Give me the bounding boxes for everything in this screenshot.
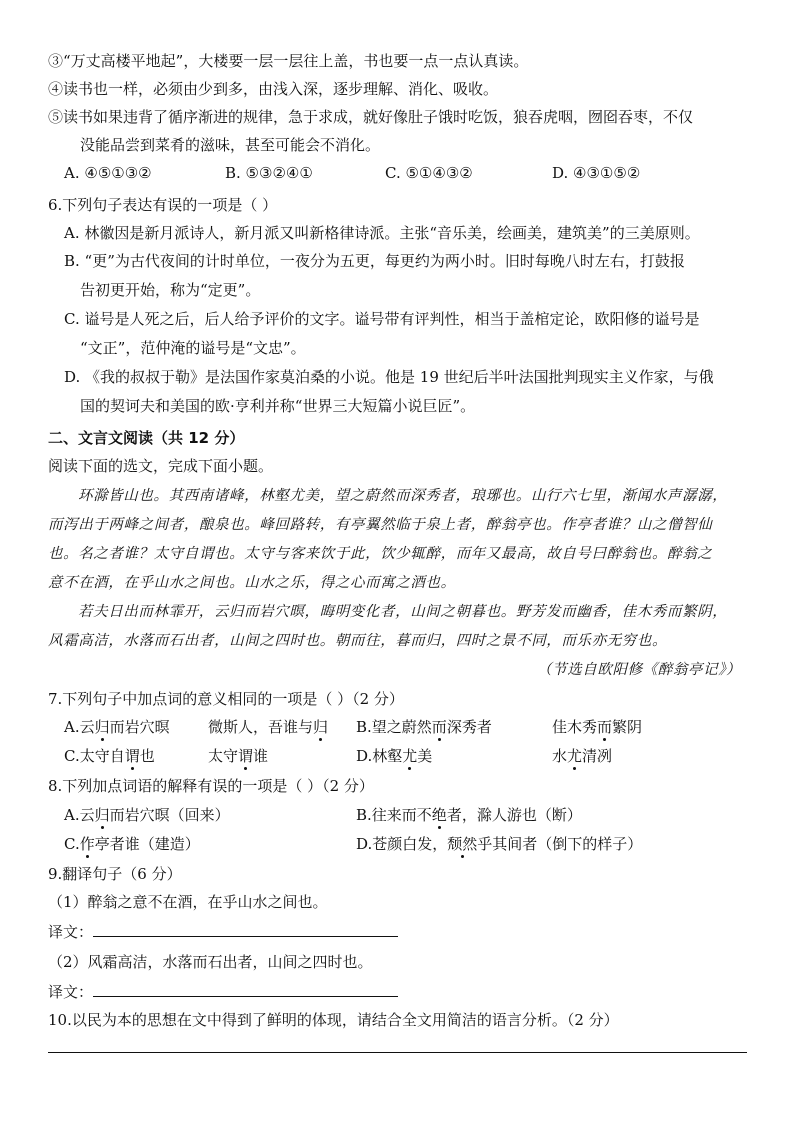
q7-option-a-second: 微斯人，吾谁与归: [208, 718, 329, 736]
q9-answer-line-1[interactable]: [48, 922, 398, 942]
emphasis-dot-word: 归: [94, 718, 110, 736]
q9-sentence-2: （2）风霜高洁，水落而石出者，山间之四时也。: [48, 953, 373, 971]
emphasis-dot-word: 归: [313, 718, 329, 736]
section-instruction: 阅读下面的选文，完成下面小题。: [48, 457, 274, 475]
q7-option-d-second: 水尤清冽: [552, 747, 613, 765]
q8-option-c: C.作亭者谁（建造）: [64, 835, 200, 853]
q8-option-b: B.往来而不绝者，滁人游也（断）: [356, 806, 582, 824]
q5-option-a: A. ④⑤①③②: [64, 164, 152, 182]
emphasis-dot-word: 而: [431, 718, 447, 736]
emphasis-dot-word: 谓: [124, 747, 140, 765]
translation-label: 译文：: [48, 983, 94, 1001]
q5-item-5-line2: 没能品尝到菜肴的滋味，甚至可能会不消化。: [80, 136, 381, 154]
answer-blank[interactable]: [93, 982, 398, 997]
emphasis-dot-word: 绝: [431, 806, 447, 824]
passage-p1-line1: 环滁皆山也。其西南诸峰，林壑尤美，望之蔚然而深秀者，琅琊也。山行六七里，渐闻水声潺潺，: [78, 488, 728, 504]
q9-stem: 9.翻译句子（6 分）: [48, 865, 182, 883]
emphasis-dot-word: 谓: [238, 747, 254, 765]
q7-option-b-first: B.望之蔚然而深秀者: [356, 718, 492, 736]
q5-item-5-line1: ⑤读书如果违背了循序渐进的规律，急于求成，就好像肚子饿时吃饭，狼吞虎咽，囫囵吞枣，不仅: [48, 108, 694, 126]
q5-item-4: ④读书也一样，必须由少到多，由浅入深，逐步理解、消化、吸收。: [48, 80, 499, 98]
q9-sentence-1: （1）醉翁之意不在酒，在乎山水之间也。: [48, 893, 328, 911]
q7-option-c-first: C.太守自谓也: [64, 747, 155, 765]
passage-p2-line2: 风霜高洁，水落而石出者，山间之四时也。朝而往，暮而归，四时之景不同，而乐亦无穷也。: [48, 633, 668, 649]
q7-stem: 7.下列句子中加点词的意义相同的一项是（ ）（2 分）: [48, 690, 404, 708]
emphasis-dot-word: 作: [79, 835, 95, 853]
q5-item-3: ③“万丈高楼平地起”，大楼要一层一层往上盖，书也要一点一点认真读。: [48, 52, 529, 70]
q6-option-c-line2: “文正”，范仲淹的谥号是“文忠”。: [80, 339, 306, 357]
q7-option-d-first: D.林壑尤美: [356, 747, 433, 765]
section-heading: 二、文言文阅读（共 12 分）: [48, 429, 245, 447]
q6-stem: 6.下列句子表达有误的一项是（ ）: [48, 196, 278, 214]
q5-option-c: C. ⑤①④③②: [385, 164, 473, 182]
passage-source: （节选自欧阳修《醉翁亭记》）: [537, 662, 742, 678]
passage-p1-line3: 也。名之者谁？太守自谓也。太守与客来饮于此，饮少辄醉，而年又最高，故自号曰醉翁也。醉翁之: [48, 546, 713, 562]
q6-option-b-line1: B. “更”为古代夜间的计时单位，一夜分为五更，每更约为两小时。旧时每晚八时左右，打鼓报: [64, 252, 685, 270]
q6-option-d-line1: D. 《我的叔叔于勒》是法国作家莫泊桑的小说。他是 19 世纪后半叶法国批判现实主义作家，与俄: [64, 368, 714, 386]
q10-stem: 10.以民为本的思想在文中得到了鲜明的体现，请结合全文用简洁的语言分析。（2 分）: [48, 1011, 619, 1029]
answer-rule[interactable]: [48, 1052, 747, 1053]
q9-answer-line-2[interactable]: [48, 982, 398, 1002]
passage-p1-line4: 意不在酒，在乎山水之间也。山水之乐，得之心而寓之酒也。: [48, 575, 456, 591]
q8-stem: 8.下列加点词语的解释有误的一项是（ ）（2 分）: [48, 777, 374, 795]
q6-option-d-line2: 国的契诃夫和美国的欧·亨利并称“世界三大短篇小说巨匠”。: [80, 397, 476, 415]
passage-p1-line2: 而泻出于两峰之间者，酿泉也。峰回路转，有亭翼然临于泉上者，醉翁亭也。作亭者谁？山之僧智仙: [48, 517, 713, 533]
q5-option-d: D. ④③①⑤②: [552, 164, 641, 182]
q8-option-d: D.苍颜白发，颓然乎其间者（倒下的样子）: [356, 835, 643, 853]
q8-option-a: A.云归而岩穴暝（回来）: [64, 806, 230, 824]
emphasis-dot-word: 颓然: [447, 835, 478, 853]
answer-blank[interactable]: [93, 922, 398, 937]
q6-option-c-line1: C. 谥号是人死之后，后人给予评价的文字。谥号带有评判性，相当于盖棺定论，欧阳修的谥号是: [64, 310, 700, 328]
translation-label: 译文：: [48, 923, 94, 941]
q5-option-b: B. ⑤③②④①: [225, 164, 313, 182]
emphasis-dot-word: 归: [94, 806, 110, 824]
q7-option-c-second: 太守谓谁: [208, 747, 269, 765]
q6-option-b-line2: 告初更开始，称为“定更”。: [80, 281, 261, 299]
q7-option-b-second: 佳木秀而繁阴: [552, 718, 643, 736]
q7-option-a-first: A.云归而岩穴暝: [64, 718, 170, 736]
passage-p2-line1: 若夫日出而林霏开，云归而岩穴暝，晦明变化者，山间之朝暮也。野芳发而幽香，佳木秀而繁阴，: [78, 604, 728, 620]
emphasis-dot-word: 而: [597, 718, 613, 736]
emphasis-dot-word: 尤: [402, 747, 418, 765]
emphasis-dot-word: 尤: [567, 747, 583, 765]
q6-option-a: A. 林徽因是新月派诗人，新月派又叫新格律诗派。主张“音乐美，绘画美，建筑美”的三美原则。: [64, 224, 700, 242]
